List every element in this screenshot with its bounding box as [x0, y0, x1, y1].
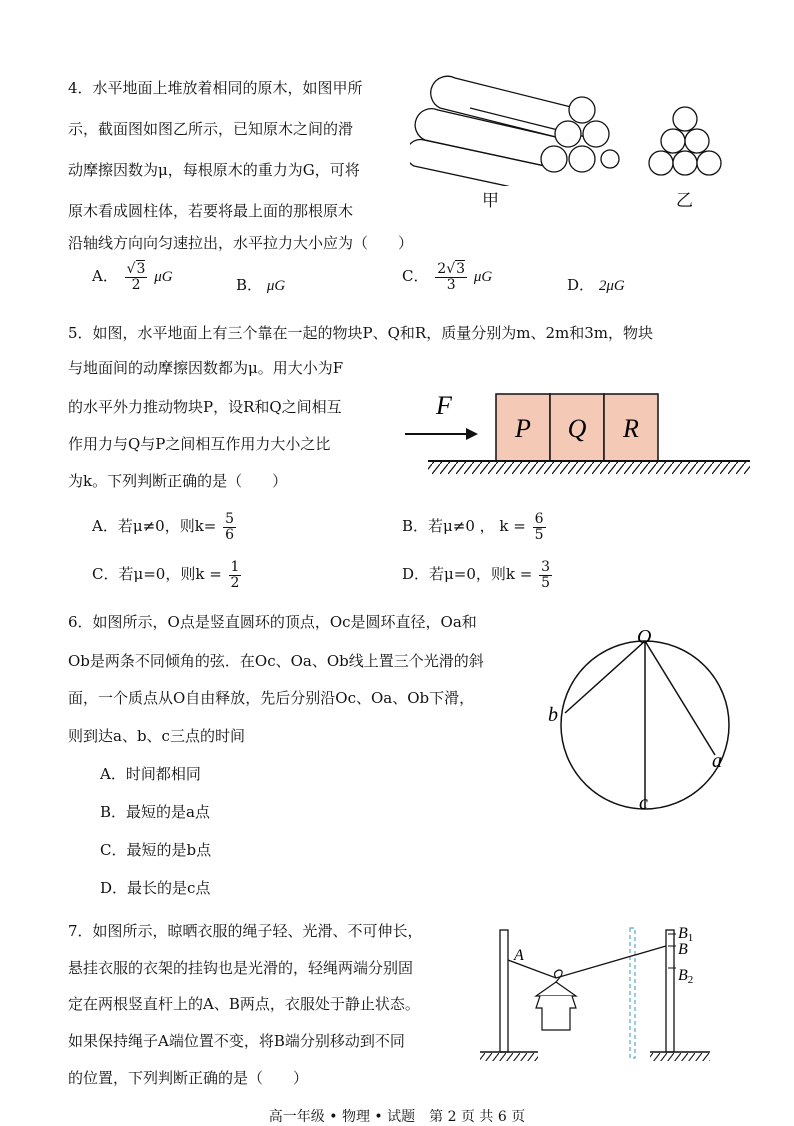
q7-left-pole — [500, 930, 508, 1052]
q6-label-o: O — [637, 626, 652, 648]
q5-line-4: 作用力与Q与P之间相互作用力大小之比 — [68, 435, 331, 453]
q4-option-b — [236, 274, 285, 295]
q5-option-b — [402, 512, 548, 542]
q7-left-ground-hatch — [480, 1053, 538, 1061]
q6-option-b: B．最短的是a点 — [100, 803, 210, 821]
q4-option-b-label: B． — [236, 276, 263, 294]
q4-option-a — [92, 262, 173, 292]
q4-option-c-fraction: $\frac{2√3}{3}$ — [437, 261, 466, 293]
q6-option-c: C．最短的是b点 — [100, 841, 212, 859]
q4-option-d-value: 2μG — [598, 278, 625, 294]
q5-option-c-den: 2 — [230, 574, 240, 591]
q4-option-a-num: 3 — [136, 261, 146, 277]
q7-label-b2: B2 — [678, 967, 694, 986]
q6-line-4: 则到达a、b、c三点的时间 — [68, 727, 245, 745]
q4-option-a-label: A． — [92, 267, 118, 286]
q5-option-b-text: B．若μ≠0 ， k = — [402, 517, 526, 536]
q5-option-a — [92, 512, 238, 542]
q7-figure-clothesline — [478, 918, 718, 1066]
q6-label-b: b — [548, 704, 558, 726]
q4-option-a-unit: μG — [154, 269, 173, 286]
q4-option-b-value: μG — [266, 278, 286, 294]
q5-line-5: 为k。下列判断正确的是（ ） — [68, 472, 288, 490]
q7-dashed-pole — [630, 928, 635, 1058]
q5-option-b-fraction — [533, 512, 546, 542]
q5-line-3: 的水平外力推动物块P，设R和Q之间相互 — [68, 398, 342, 416]
q5-block-label-q: Q — [567, 414, 587, 443]
q5-option-d-num: 3 — [541, 559, 551, 575]
q7-hanger — [536, 982, 576, 996]
q5-option-d-text: D．若μ=0，则k = — [402, 565, 533, 584]
q5-option-a-num: 5 — [225, 511, 235, 527]
q5-line-1: 5．如图，水平地面上有三个靠在一起的物块P、Q和R，质量分别为m、2m和3m，物块 — [68, 324, 653, 342]
q5-option-d — [402, 560, 554, 590]
q4-line-5: 沿轴线方向向匀速拉出，水平拉力大小应为（ ） — [68, 234, 414, 252]
q7-clothes — [536, 996, 576, 1030]
q5-line-2: 与地面间的动摩擦因数都为μ。用大小为F — [68, 359, 344, 377]
q5-figure-blocks — [400, 384, 755, 476]
q6-label-c: c — [639, 792, 648, 814]
q5-option-d-den: 5 — [541, 574, 551, 591]
q5-option-c-text: C．若μ=0，则k = — [92, 565, 222, 584]
q7-line-2: 悬挂衣服的衣架的挂钩也是光滑的，轻绳两端分别固 — [68, 959, 414, 977]
q4-option-a-den: 2 — [131, 276, 141, 293]
q4-label-jia: 甲 — [482, 191, 499, 211]
q4-option-d-label: D． — [567, 276, 595, 294]
q4-option-c-den: 3 — [446, 276, 456, 293]
q6-option-a: A．时间都相同 — [100, 765, 201, 783]
q6-line-2: Ob是两条不同倾角的弦．在Oc、Oa、Ob线上置三个光滑的斜 — [68, 652, 484, 670]
q4-option-c-unit: μG — [473, 269, 493, 286]
q6-line-3: 面，一个质点从O自由释放，先后分别沿Oc、Oa、Ob下滑， — [68, 689, 475, 707]
q5-option-d-fraction — [539, 560, 552, 590]
q7-line-4: 如果保持绳子A端位置不变，将B端分别移动到不同 — [68, 1032, 405, 1050]
q7-line-1: 7．如图所示，晾晒衣服的绳子轻、光滑、不可伸长， — [68, 922, 423, 940]
q5-option-b-den: 5 — [534, 526, 544, 543]
q7-right-ground-hatch — [650, 1053, 710, 1061]
q5-option-c — [92, 560, 243, 590]
q6-line-1: 6．如图所示，O点是竖直圆环的顶点，Oc是圆环直径，Oa和 — [68, 613, 477, 631]
q4-line-3: 动摩擦因数为μ，每根原木的重力为G，可将 — [68, 161, 360, 179]
q7-line-3: 定在两根竖直杆上的A、B两点，衣服处于静止状态。 — [68, 995, 420, 1013]
q4-option-c-num: 3 — [456, 261, 466, 277]
q5-option-b-num: 6 — [534, 511, 544, 527]
q4-line-2: 示，截面图如图乙所示，已知原木之间的滑 — [68, 120, 354, 138]
q7-label-b: B — [678, 941, 688, 958]
q6-option-d: D．最长的是c点 — [100, 879, 211, 897]
q5-force-arrowhead — [466, 428, 478, 440]
q4-label-yi: 乙 — [676, 191, 693, 211]
q4-option-d — [567, 274, 625, 295]
q7-hanger-hook — [555, 970, 563, 982]
q4-option-c-coef: 2 — [437, 261, 447, 277]
q6-figure-circle — [540, 625, 750, 820]
q4-option-c — [402, 262, 492, 292]
q5-block-label-r: R — [623, 414, 639, 443]
q4-option-c-label: C． — [402, 267, 429, 286]
q7-line-5: 的位置，下列判断正确的是（ ） — [68, 1069, 309, 1087]
q7-rope — [508, 946, 666, 978]
q7-label-a: A — [514, 947, 524, 964]
q6-chord-oa — [645, 641, 715, 755]
q5-block-label-p: P — [515, 414, 531, 443]
q5-ground-hatch — [428, 462, 750, 474]
q4-line-4: 原木看成圆柱体，若要将最上面的那根原木 — [68, 202, 354, 220]
q7-right-pole — [666, 930, 674, 1052]
q4-figure-cross-section — [645, 105, 725, 177]
q5-force-label: F — [436, 391, 452, 420]
q5-option-c-num: 1 — [230, 559, 240, 575]
q4-line-1: 4．水平地面上堆放着相同的原木，如图甲所 — [68, 79, 363, 97]
q5-option-a-text: A．若μ≠0，则k= — [92, 517, 217, 536]
q5-option-a-den: 6 — [225, 526, 235, 543]
q5-option-a-fraction — [223, 512, 236, 542]
q4-option-a-fraction: $\frac{√3}{2}$ — [126, 261, 146, 293]
q6-label-a: a — [712, 750, 722, 772]
q7-label-b1: B1 — [678, 925, 694, 944]
q5-option-c-fraction — [229, 560, 242, 590]
page-footer: 高一年级 • 物理 • 试题 第 2 页 共 6 页 — [268, 1109, 526, 1125]
q4-figure-log-pile — [410, 66, 620, 186]
